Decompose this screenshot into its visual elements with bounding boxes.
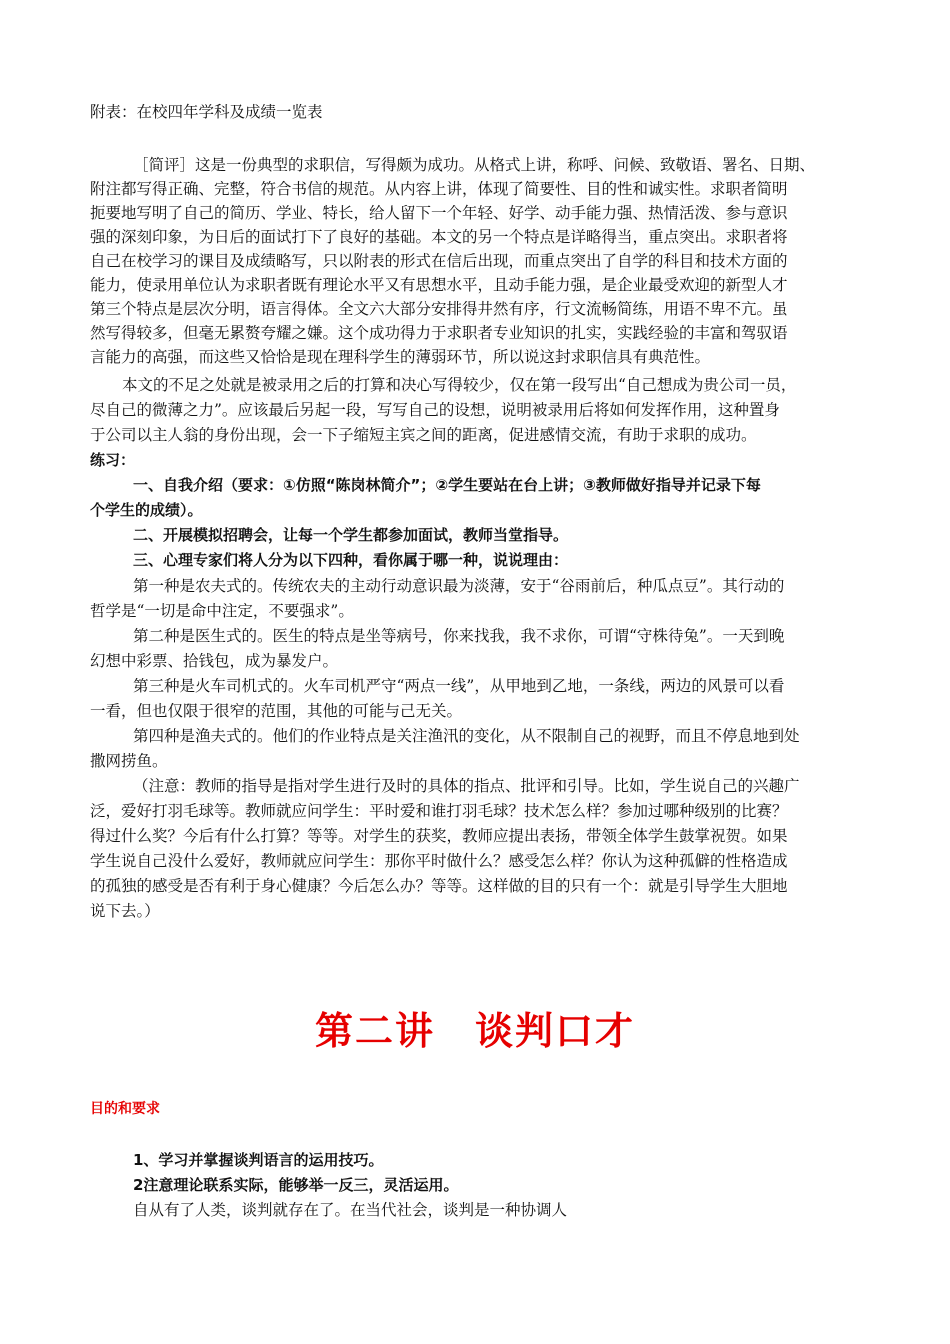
type-line: 第三种是火车司机式的。火车司机严守“两点一线”，从甲地到乙地，一条线，两边的风景可以看 [133,677,785,695]
type-line: 第四种是渔夫式的。他们的作业特点是关注渔汛的变化，从不限制自己的视野，而且不停息地到处 [133,727,800,745]
review-line: 附注都写得正确、完整，符合书信的规范。从内容上讲，体现了简要性、目的性和诚实性。求职者简明 [90,180,788,198]
shortcoming-line: 本文的不足之处就是被录用之后的打算和决心写得较少，仅在第一段写出“自己想成为贵公司一员， [122,376,797,394]
lecture-title: 第二讲 谈判口才 [314,1009,635,1053]
review-line: 强的深刻印象，为日后的面试打下了良好的基础。本文的另一个特点是详略得当，重点突出。求职者将 [90,228,788,246]
exercise-item: 二、开展模拟招聘会，让每一个学生都参加面试，教师当堂指导。 [133,526,569,544]
type-line: 第一种是农夫式的。传统农夫的主动行动意识最为淡薄，安于“谷雨前后，种瓜点豆”。其行动的 [133,577,785,595]
type-line: 幻想中彩票、拾钱包，成为暴发户。 [90,652,339,670]
exercise-item: 一、自我介绍（要求：①仿照“陈岗林简介”；②学生要站在台上讲；③教师做好指导并记录下每 [133,476,761,494]
review-line: 第三个特点是层次分明，语言得体。全文六大部分安排得井然有序，行文流畅简练，用语不卑不亢。虽 [90,300,788,318]
review-line: ［简评］这是一份典型的求职信，写得颇为成功。从格式上讲，称呼、问候、致敬语、署名、日期、 [133,156,816,174]
note-line: 说下去。） [90,902,160,920]
note-line: 学生说自己没什么爱好，教师就应问学生：那你平时做什么？感受怎么样？你认为这种孤僻的性格造成 [90,852,788,870]
type-line: 撒网捞鱼。 [90,752,168,770]
exercise-item: 三、心理专家们将人分为以下四种，看你属于哪一种，说说理由： [133,551,569,569]
note-line: 的孤独的感受是否有利于身心健康？今后怎么办？等等。这样做的目的只有一个：就是引导学生大胆地 [90,877,788,895]
review-line: 自己在校学习的课目及成绩略写，只以附表的形式在信后出现，而重点突出了自学的科目和技术方面的 [90,252,788,270]
review-line: 能力，使录用单位认为求职者既有理论水平又有思想水平，且动手能力强，是企业最受欢迎的新型人才 [90,276,788,294]
exercise-label: 练习： [90,451,136,469]
note-line: 泛，爱好打羽毛球等。教师就应问学生：平时爱和谁打羽毛球？技术怎么样？参加过哪种级别的比赛？ [90,802,788,820]
exercise-item: 个学生的成绩）。 [90,501,203,519]
type-line: 第二种是医生式的。医生的特点是坐等病号，你来找我，我不求你，可谓“守株待兔”。一天到晚 [133,627,785,645]
goals-heading: 目的和要求 [90,1101,160,1117]
type-line: 一看，但也仅限于很窄的范围，其他的可能与己无关。 [90,702,463,720]
review-line: 言能力的高强，而这些又恰恰是现在理科学生的薄弱环节，所以说这封求职信具有典范性。 [90,348,711,366]
goal-item: 1、学习并掌握谈判语言的运用技巧。 [133,1151,384,1169]
note-line: 得过什么奖？今后有什么打算？等等。对学生的获奖，教师应提出表扬，带领全体学生鼓掌祝贺。如果 [90,827,788,845]
shortcoming-line: 尽自己的微薄之力”。应该最后另起一段，写写自己的设想，说明被录用后将如何发挥作用，这种置身 [90,401,780,419]
review-line: 扼要地写明了自己的简历、学业、特长，给人留下一个年轻、好学、动手能力强、热情活泼、参与意识 [90,204,788,222]
review-line: 然写得较多，但毫无累赘夸耀之嫌。这个成功得力于求职者专业知识的扎实，实践经验的丰富和驾驭语 [90,324,788,342]
type-line: 哲学是“一切是命中注定，不要强求”。 [90,602,354,620]
shortcoming-line: 于公司以主人翁的身份出现，会一下子缩短主宾之间的距离，促进感情交流，有助于求职的成功。 [90,426,757,444]
appendix-line: 附表：在校四年学科及成绩一览表 [90,103,323,121]
intro-line: 自从有了人类，谈判就存在了。在当代社会，谈判是一种协调人 [133,1201,568,1219]
note-line: （注意：教师的指导是指对学生进行及时的具体的指点、批评和引导。比如，学生说自己的兴趣广 [133,777,800,795]
goal-item: 2注意理论联系实际，能够举一反三，灵活运用。 [133,1176,459,1194]
